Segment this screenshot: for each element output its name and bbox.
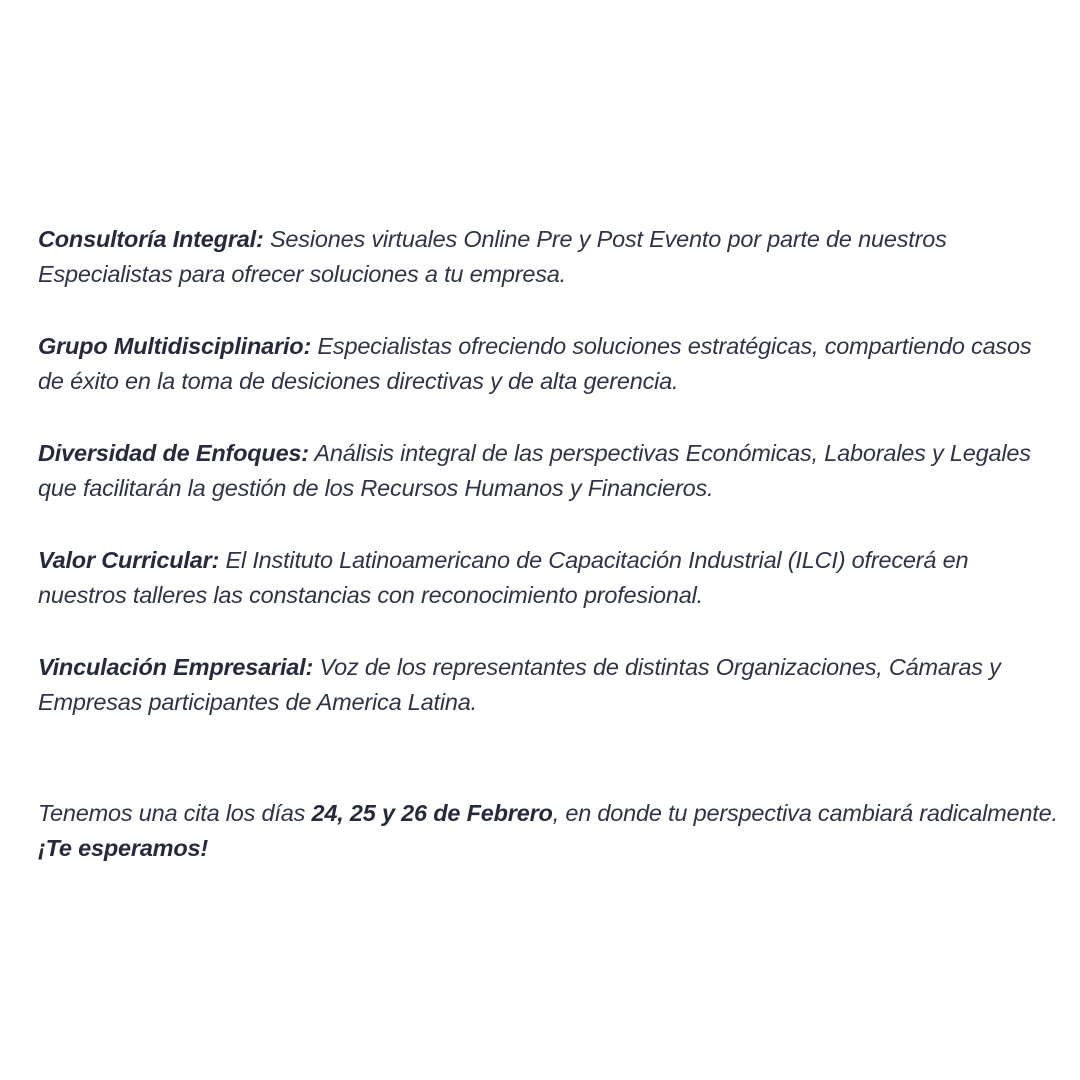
feature-valor [38,543,1058,613]
feature-text: Sesiones virtuales Online Pre y Post Evento por parte de nuestros Especialistas para ofrecer soluciones a tu empresa. [38,226,947,287]
feature-title: Grupo Multidisciplinario: [38,333,312,359]
feature-title: Consultoría Integral: [38,226,264,252]
feature-grupo [38,329,1058,399]
feature-title: Diversidad de Enfoques: [38,440,309,466]
closing-cta: ¡Te esperamos! [38,835,209,861]
feature-text: Especialistas ofreciendo soluciones estratégicas, compartiendo casos de éxito en la toma de desiciones directivas y de alta gerencia. [38,333,1032,394]
closing-middle: , en donde tu perspectiva cambiará radicalmente. [552,800,1058,826]
feature-consultoria [38,222,1058,292]
event-dates: 24, 25 y 26 de Febrero [311,800,553,826]
closing-intro: Tenemos una cita los días [38,800,306,826]
closing-paragraph [38,796,1058,866]
feature-text: El Instituto Latinoamericano de Capacitación Industrial (ILCI) ofrecerá en nuestros talleres las constancias con reconocimiento profesional. [38,547,969,608]
feature-text: Voz de los representantes de distintas Organizaciones, Cámaras y Empresas participantes de America Latina. [38,654,1001,715]
feature-text: Análisis integral de las perspectivas Económicas, Laborales y Legales que facilitarán la gestión de los Recursos Humanos y Financieros. [38,440,1031,501]
feature-title: Valor Curricular: [38,547,220,573]
benefits-document [38,222,1058,890]
feature-title: Vinculación Empresarial: [38,654,314,680]
feature-vinculacion [38,650,1058,720]
feature-diversidad [38,436,1058,506]
